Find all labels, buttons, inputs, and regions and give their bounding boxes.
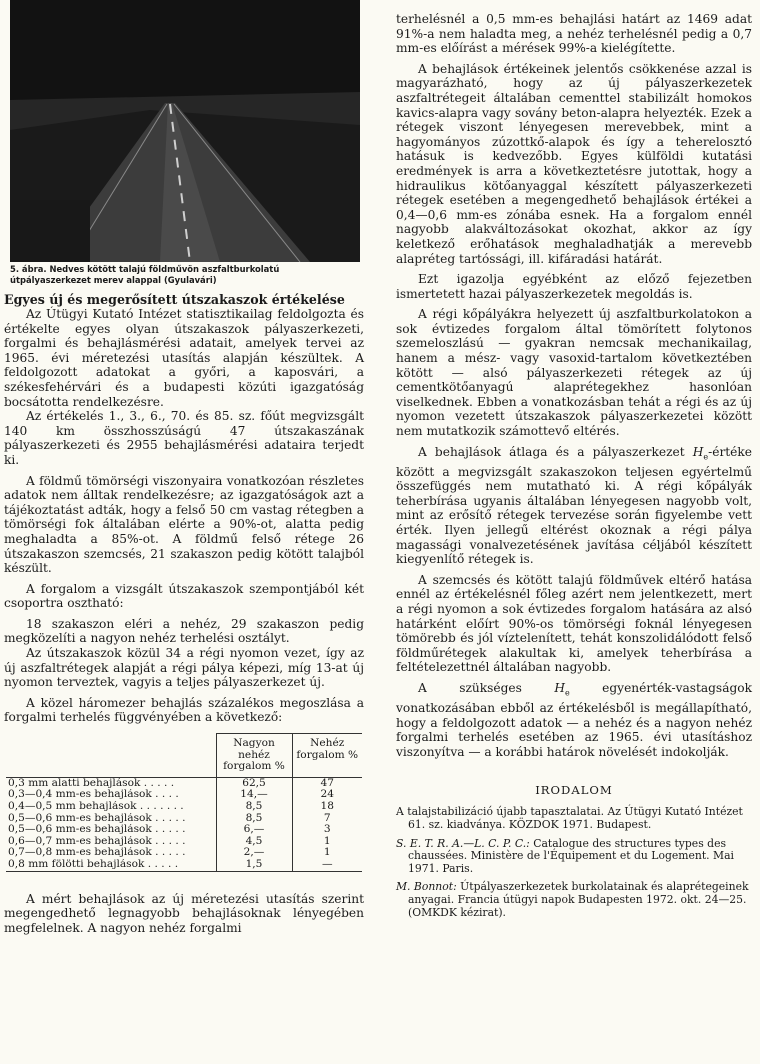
paragraph — [396, 681, 752, 759]
cell-very-heavy: 2,— — [216, 847, 292, 859]
text-run: egyenérték-vastagságok vonatkozásában ebből az értékelésből is megállapítható, hogy a feldolgozott adatok — a nehéz és a nagyon nehéz forgalmi terhelés esetében az 1965. évi utasításhoz viszonyítva — a korábbi határok növelését indokolják. — [396, 680, 752, 759]
row-leader-dots: . . . . . — [151, 812, 186, 824]
section-heading: Egyes új és megerősített útszakaszok értékelése — [4, 292, 345, 307]
paragraph: A mért behajlások az új méretezési utasítás szerint megengedhető legnagyobb behajlásoknak lényegében megfelelnek. A nagyon nehéz forgalmi — [4, 891, 364, 935]
table-row — [6, 813, 362, 825]
paragraph: A forgalom a vizsgált útszakaszok szempontjából két csoportra osztható: — [4, 581, 364, 611]
reference-text: Útpályaszerkezetek burkolatainak és alaprétegeinek anyagai. Francia útügyi napok Budapesten 1972. okt. 24—25. (OMKDK kézirat). — [408, 880, 749, 919]
paragraph: A közel háromezer behajlás százalékos megoszlása a forgalmi terhelés függvényében a következő: — [4, 695, 364, 725]
row-label-text: 0,8 mm fölötti behajlások — [8, 858, 145, 870]
cell-heavy: 18 — [292, 801, 362, 813]
cell-very-heavy: 4,5 — [216, 836, 292, 848]
paragraph: A szemcsés és kötött talajú földművek eltérő hatása ennél az értékelésnél főleg azért nem jelentkezett, mert a régi nyomon a sok évtizedes forgalom hatására az alsó határként előírt 90%-os tömörségi foknál lényegesen tömörebb és jól víztelenített, tehát konszolidálódott felső földműrétegek alakultak ki, amelyek teherbírása a feltételezettnél általában nagyobb. — [396, 572, 752, 675]
cell-very-heavy: 62,5 — [216, 777, 292, 789]
table-row — [6, 859, 362, 871]
paragraph: 18 szakaszon eléri a nehéz, 29 szakaszon pedig megközelíti a nagyon nehéz terhelési osztályt. — [4, 616, 364, 646]
cell-heavy: — — [292, 859, 362, 871]
reference-item — [396, 881, 752, 919]
cell-heavy: 47 — [292, 777, 362, 789]
paragraph — [396, 445, 752, 567]
row-label — [6, 824, 216, 836]
symbol: H — [554, 680, 565, 695]
row-leader-dots: . . . . . — [151, 824, 186, 836]
paragraph: A régi kőpályákra helyezett új aszfaltburkolatokon a sok évtizedes forgalom által tömörített folytonos szemeloszlású — gyakran nemcsak mechanikailag, hanem a mész- vagy vasoxid-tartalom következtében kötött — alsó pályaszerkezeti rétegek az új cementkötőanyagú alaprétegekhez hasonlóan viselkednek. Ebben a vonatkozásban tehát a régi és az új nyomon vezetett útszakaszok pályaszerkezetei között nem mutatkozik számottevő eltérés. — [396, 307, 752, 439]
row-label-text: 0,3 mm alatti behajlások — [8, 777, 141, 789]
row-label-text: 0,7—0,8 mm-es behajlások — [8, 847, 152, 859]
paragraph: Az Útügyi Kutató Intézet statisztikailag feldolgozta és értékelte egyes olyan útszakaszok pályaszerkezeti, forgalmi és behajlásmérési adatait, amelyek tervei az 1965. évi méretezési utasítás alapján készültek. A feldolgozott adatokat a győri, a kaposvári, a székesfehérvári és a budapesti közúti igazgatóság bocsátotta rendelkezésre. — [4, 307, 364, 409]
row-label-text: 0,3—0,4 mm-es behajlások — [8, 789, 152, 801]
figure-caption: 5. ábra. Nedves kötött talajú földművön aszfaltburkolatú útpályaszerkezet merev alappal (Gyulavári) — [10, 264, 280, 285]
reference-item — [396, 806, 752, 831]
paragraph: Ezt igazolja egyébként az előző fejezetben ismertetett hazai pályaszerkezetek megoldás is. — [396, 272, 752, 301]
row-label — [6, 813, 216, 825]
cell-very-heavy: 14,— — [216, 789, 292, 801]
row-label — [6, 777, 216, 789]
row-label — [6, 801, 216, 813]
cell-heavy: 7 — [292, 813, 362, 825]
row-leader-dots: . . . . . — [144, 858, 179, 870]
references-list — [396, 806, 752, 919]
row-label — [6, 836, 216, 848]
table-row — [6, 789, 362, 801]
cell-heavy: 1 — [292, 847, 362, 859]
table-header-empty — [6, 734, 216, 778]
row-leader-dots: . . . . . — [140, 777, 175, 789]
deflection-table — [6, 733, 362, 872]
subscript: e — [564, 688, 570, 698]
row-leader-dots: . . . . . — [151, 847, 186, 859]
table-row — [6, 801, 362, 813]
subscript: e — [703, 452, 709, 462]
table-row — [6, 836, 362, 848]
left-column — [4, 292, 364, 935]
references-heading: IRODALOM — [535, 783, 613, 798]
table-row — [6, 847, 362, 859]
row-leader-dots: . . . . . . . — [136, 801, 184, 812]
row-label-text: 0,4—0,5 mm behajlások — [8, 801, 137, 812]
row-label — [6, 859, 216, 871]
reference-text: Catalogue des structures types des chaussées. Ministère de l'Équipement et du Logement. Mai 1971. Paris. — [408, 836, 734, 875]
reference-item — [396, 838, 752, 876]
row-label-text: 0,5—0,6 mm-es behajlások — [8, 824, 152, 836]
row-label — [6, 847, 216, 859]
road-photo — [10, 0, 360, 262]
table-header: Nagyon nehéz forgalom % — [216, 734, 292, 778]
right-column — [396, 12, 752, 925]
row-leader-dots: . . . . . — [151, 835, 186, 847]
row-label-text: 0,5—0,6 mm-es behajlások — [8, 812, 152, 824]
row-label — [6, 789, 216, 801]
reference-author: M. Bonnot: — [396, 880, 457, 894]
cell-very-heavy: 1,5 — [216, 859, 292, 871]
road-photo-illustration — [10, 0, 360, 262]
cell-heavy: 3 — [292, 824, 362, 836]
paragraph: Az értékelés 1., 3., 6., 70. és 85. sz. főút megvizsgált 140 km összhosszúságú 47 útszakaszának pályaszerkezeti és 2955 behajlásmérési adataira terjedt ki. — [4, 409, 364, 467]
text-run: -értéke között a megvizsgált szakaszokon teljesen egyértelmű összefüggés nem mutatható ki. A régi kőpályák teherbírása ugyanis általában lényegesen nagyobb volt, mint az erősítő rétegek tervezése során figyelembe vett érték. Ilyen jellegű eltérést okoznak a régi pálya magassági vonalvezetésének javítása céljából készített kiegyenlítő rétegek is. — [396, 444, 752, 567]
row-leader-dots: . . . . — [151, 789, 179, 801]
symbol: H — [692, 444, 704, 459]
reference-text: A talajstabilizáció újabb tapasztalatai. Az Útügyi Kutató Intézet 61. sz. kiadványa. KÖZDOK 1971. Budapest. — [396, 805, 743, 831]
paragraph: Az útszakaszok közül 34 a régi nyomon vezet, így az új aszfaltrétegek alapját a régi pálya képezi, míg 13-at új nyomon terveztek, vagyis a teljes pályaszerkezet új. — [4, 646, 364, 690]
paragraph: A földmű tömörségi viszonyaira vonatkozóan részletes adatok nem álltak rendelkezésre; az igazgatóságok azt a tájékoztatást adták, hogy a felső 50 cm vastag rétegben a tömörségi fok általában elérte a 90%-ot, alatta pedig meghaladta a 85%-ot. A földmű felső rétege 26 útszakaszon szemcsés, 21 szakaszon pedig kötött talajból készült. — [4, 473, 364, 576]
cell-very-heavy: 8,5 — [216, 813, 292, 825]
reference-author: S. E. T. R. A.—L. C. P. C.: — [396, 836, 530, 850]
table-row — [6, 824, 362, 836]
cell-heavy: 24 — [292, 789, 362, 801]
paragraph: terhelésnél a 0,5 mm-es behajlási határt az 1469 adat 91%-a nem haladta meg, a nehéz terhelésnél pedig a 0,7 mm-es előírást a mérések 99%-a kielégítette. — [396, 12, 752, 56]
cell-very-heavy: 8,5 — [216, 801, 292, 813]
text-run: A szükséges — [418, 680, 555, 695]
row-label-text: 0,6—0,7 mm-es behajlások — [8, 835, 152, 847]
text-run: A behajlások átlaga és a pályaszerkezet — [418, 444, 693, 459]
table-header: Nehéz forgalom % — [292, 734, 362, 778]
paragraph: A behajlások értékeinek jelentős csökkenése azzal is magyarázható, hogy az új pályaszerkezetek aszfaltrétegeit általában cementtel stabilizált homokos kavics-alapra vagy sovány beton-alapra helyezték. Ezek a rétegek viszont lényegesen merevebbek, mint a hagyományos zúzottkő-alapok és így a teherelosztó hatásuk is kedvezőbb. Egyes külföldi kutatási eredmények is arra a következtetésre jutottak, hogy a hidraulikus kötőanyaggal készített pályaszerkezeti rétegek esetében a megengedhető behajlások értékei a 0,4—0,6 mm-es zónába esnek. Ha a forgalom ennél nagyobb alakváltozásokat okozhat, akkor az így keletkező erőhatások meghaladhatják a merevebb alapréteg tartóssági, ill. kifáradási határát. — [396, 61, 752, 266]
cell-very-heavy: 6,— — [216, 824, 292, 836]
table-row — [6, 777, 362, 789]
cell-heavy: 1 — [292, 836, 362, 848]
